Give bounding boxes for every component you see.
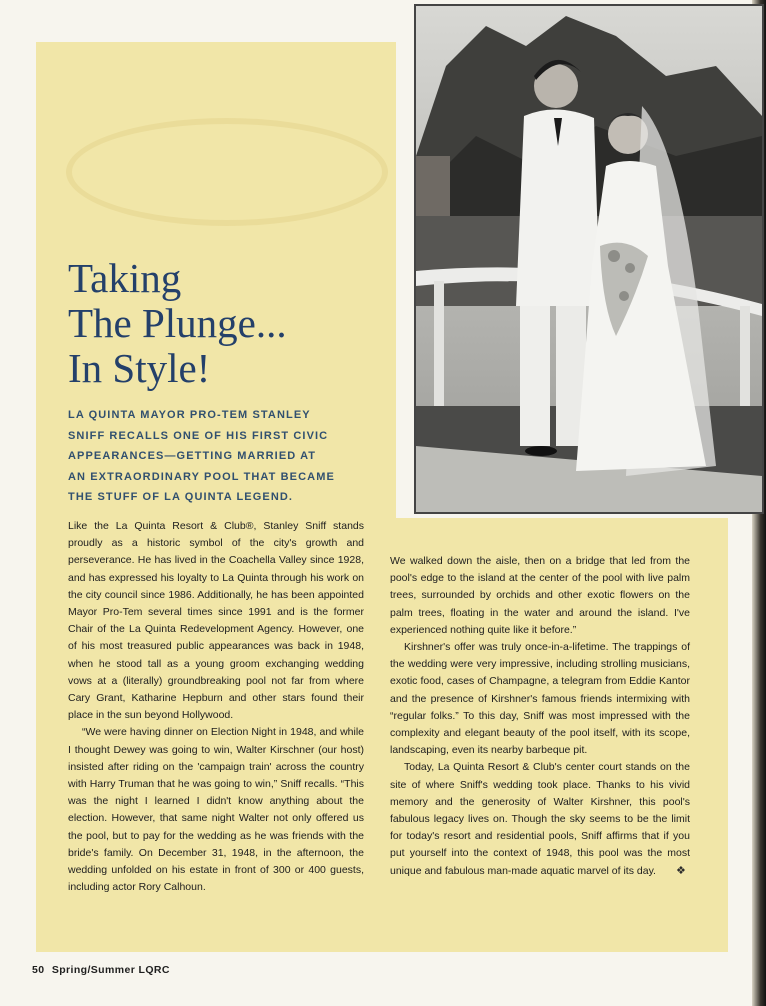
wedding-photo-illustration: [416, 6, 762, 512]
body-paragraph: “We were having dinner on Election Night in 1948, and while I thought Dewey was going to win, Walter Kirschner (our host) insisted after riding on the 'campaign train' across the country with Harry Truman that he was going to win,” Sniff recalls. “This was the night I learned I didn't know anything about the election. However, that same night Walter not only offered us the pool, but to pay for the wedding as he was friends with the bride's family. On December 31, 1948, in the afternoon, the wedding unfolded on his estate in front of 300 or 400 guests, including actor Rory Calhoun.: [68, 726, 364, 894]
deck-line: SNIFF RECALLS ONE OF HIS FIRST CIVIC: [68, 429, 329, 442]
body-paragraph-last: [390, 759, 690, 879]
wedding-photo: [414, 4, 764, 514]
body-paragraph: We walked down the aisle, then on a bridge that led from the pool's edge to the island at the center of the pool with live palm trees, surrounded by orchids and other exotic flowers on the palm trees, floating in the water and around the island. I've experienced nothing quite like it before.”: [390, 555, 690, 636]
resort-logo-watermark: [66, 118, 388, 226]
body-paragraph-text: Today, La Quinta Resort & Club's center court stands on the site of where Sniff's wedding took place. Thanks to his vivid memory and the generosity of Walter Kirshner, this pool's fabulous legacy lives on. Though the sky seems to be the limit for today's resort and residential pools, Sniff affirms that if you put yourself into the context of 1948, this pool was the most unique and fabulous man-made aquatic marvel of its day.: [390, 761, 690, 877]
diamond-ornament-icon: ❖: [675, 864, 686, 877]
body-paragraph: Kirshner's offer was truly once-in-a-lifetime. The trappings of the wedding were very impressive, including strolling musicians, exotic food, cases of Champagne, a telegram from Eddie Kantor and the presence of Kirshner's famous friends intermixing with “regular folks.” To this day, Sniff was most impressed with the complexity and elegant beauty of the pool itself, with its scope, landscaping, even its nearby barbeque pit.: [390, 641, 690, 757]
article-deck: [68, 405, 360, 508]
body-paragraph: Like the La Quinta Resort & Club®, Stanley Sniff stands proudly as a historic symbol of the city's growth and perseverance. He has lived in the Coachella Valley since 1928, and has expressed his loyalty to La Quinta through his work on the city council since 1986. Additionally, he has been appointed Mayor Pro-Tem several times since 1991 and is the former Chair of the La Quinta Redevelopment Agency. However, one of his most treasured public appearances was back in 1948, when he stood tall as a young groom exchanging wedding vows at a (literally) groundbreaking pool not far from where Cary Grant, Katharine Hepburn and other stars found their place in the sun beyond Hollywood.: [68, 520, 364, 722]
deck-line: LA QUINTA MAYOR PRO-TEM STANLEY: [68, 409, 311, 421]
title-line: The Plunge...: [68, 300, 287, 346]
title-line: Taking: [68, 255, 182, 301]
publication-name: Spring/Summer LQRC: [51, 964, 170, 976]
deck-line: THE STUFF OF LA QUINTA LEGEND.: [68, 491, 294, 503]
page-number: 50: [32, 964, 45, 976]
body-column-right: [390, 553, 690, 880]
title-line: In Style!: [68, 345, 211, 391]
body-column-left: [68, 518, 364, 896]
page-footer: [32, 964, 170, 976]
deck-line: APPEARANCES—GETTING MARRIED AT: [68, 450, 317, 462]
article-title: [68, 256, 388, 391]
deck-line: AN EXTRAORDINARY POOL THAT BECAME: [68, 470, 335, 483]
